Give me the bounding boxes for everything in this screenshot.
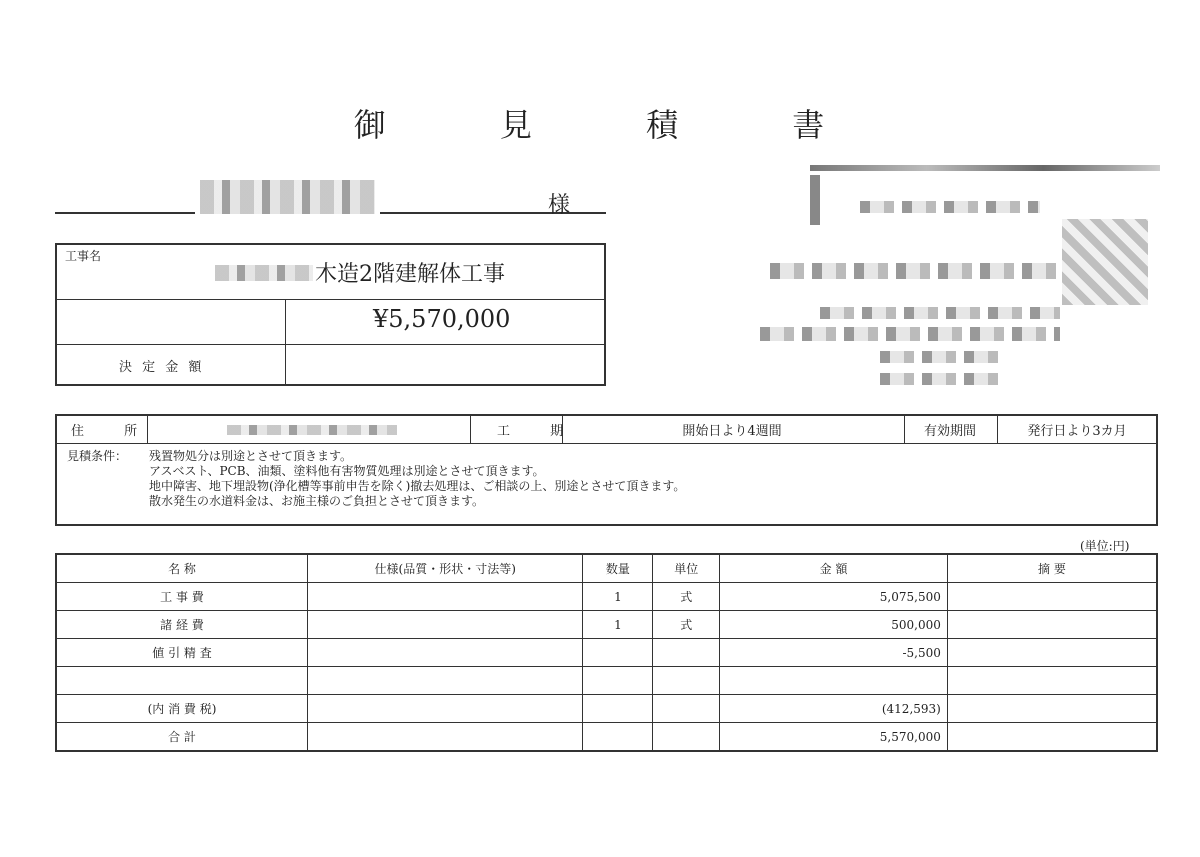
redaction: [760, 327, 1060, 341]
item-note: [947, 639, 1157, 667]
decided-amount-label: 決 定 金 額: [119, 360, 205, 375]
item-amount: [720, 667, 948, 695]
table-row: [56, 695, 1157, 723]
redaction: [880, 351, 1000, 363]
item-name: (内 消 費 税): [56, 695, 307, 723]
address-redacted: [227, 425, 397, 435]
item-amount: -5,500: [720, 639, 948, 667]
item-qty: [583, 639, 653, 667]
item-amount: 5,075,500: [720, 583, 948, 611]
project-box: [55, 243, 606, 386]
column-header: 単位: [653, 554, 720, 583]
period-label: 工 期: [497, 424, 582, 439]
item-unit: [653, 667, 720, 695]
conditions-box: [55, 414, 1158, 526]
item-name: 工 事 費: [56, 583, 307, 611]
client-underline-left: [55, 212, 195, 214]
table-row: [56, 723, 1157, 752]
validity-label: 有効期間: [923, 424, 976, 439]
redaction: [860, 201, 1040, 213]
item-amount: 500,000: [720, 611, 948, 639]
item-qty: [583, 723, 653, 752]
item-name: 合 計: [56, 723, 307, 752]
divider: [57, 443, 1156, 444]
divider: [57, 299, 604, 300]
item-spec: [307, 723, 582, 752]
divider: [57, 344, 604, 345]
condition-line: アスベスト、PCB、油類、塗料他有害物質処理は別途とさせて頂きます。: [149, 464, 545, 478]
project-name: 木造2階建解体工事: [315, 262, 505, 287]
document-title: 御 見 積 書: [353, 106, 877, 144]
table-header-row: [56, 554, 1157, 583]
project-location-redacted: [215, 265, 313, 281]
item-name: 値 引 精 査: [56, 639, 307, 667]
item-amount: 5,570,000: [720, 723, 948, 752]
item-qty: 1: [583, 611, 653, 639]
redaction: [810, 175, 820, 225]
company-seal-redacted: [1062, 219, 1148, 305]
estimate-amount: ¥5,570,000: [373, 305, 511, 333]
conditions-label: 見積条件：: [67, 449, 128, 463]
period-value: 開始日より4週間: [682, 424, 782, 439]
item-unit: [653, 639, 720, 667]
client-name-redacted: [200, 180, 375, 214]
item-note: [947, 695, 1157, 723]
table-row: [56, 639, 1157, 667]
condition-line: 散水発生の水道料金は、お施主様のご負担とさせて頂きます。: [149, 494, 485, 508]
issuer-company-redacted: [770, 263, 1060, 279]
redaction: [820, 307, 1060, 319]
estimate-items-table: [55, 553, 1158, 752]
item-spec: [307, 611, 582, 639]
client-honorific: 様: [548, 193, 571, 218]
condition-line: 残置物処分は別途とさせて頂きます。: [149, 449, 353, 463]
table-row: [56, 583, 1157, 611]
item-amount: (412,593): [720, 695, 948, 723]
condition-line: 地中障害、地下埋設物(浄化槽等事前申告を除く)撤去処理は、ご相談の上、別途とさせて頂きます。: [149, 479, 686, 493]
project-name-label: 工事名: [65, 249, 102, 263]
column-header: 摘 要: [947, 554, 1157, 583]
divider: [147, 416, 148, 443]
column-header: 仕様(品質・形状・寸法等): [307, 554, 582, 583]
table-row: [56, 667, 1157, 695]
item-note: [947, 723, 1157, 752]
validity-value: 発行日より3カ月: [1027, 424, 1127, 439]
issuer-header-redacted: [810, 165, 1160, 171]
item-spec: [307, 667, 582, 695]
address-label: 住 所: [71, 424, 156, 439]
item-note: [947, 611, 1157, 639]
item-note: [947, 583, 1157, 611]
column-header: 名 称: [56, 554, 307, 583]
item-qty: [583, 667, 653, 695]
item-unit: [653, 695, 720, 723]
item-unit: [653, 723, 720, 752]
client-underline-right: [380, 212, 606, 214]
item-spec: [307, 583, 582, 611]
item-spec: [307, 639, 582, 667]
item-qty: 1: [583, 583, 653, 611]
item-qty: [583, 695, 653, 723]
item-spec: [307, 695, 582, 723]
item-unit: 式: [653, 583, 720, 611]
table-row: [56, 611, 1157, 639]
divider: [285, 299, 286, 384]
issuer-block: [790, 165, 1160, 395]
item-unit: 式: [653, 611, 720, 639]
redaction: [880, 373, 1000, 385]
item-name: [56, 667, 307, 695]
column-header: 数量: [583, 554, 653, 583]
divider: [470, 416, 471, 443]
item-name: 諸 経 費: [56, 611, 307, 639]
item-note: [947, 667, 1157, 695]
unit-note: (単位:円): [1080, 539, 1130, 553]
column-header: 金 額: [720, 554, 948, 583]
